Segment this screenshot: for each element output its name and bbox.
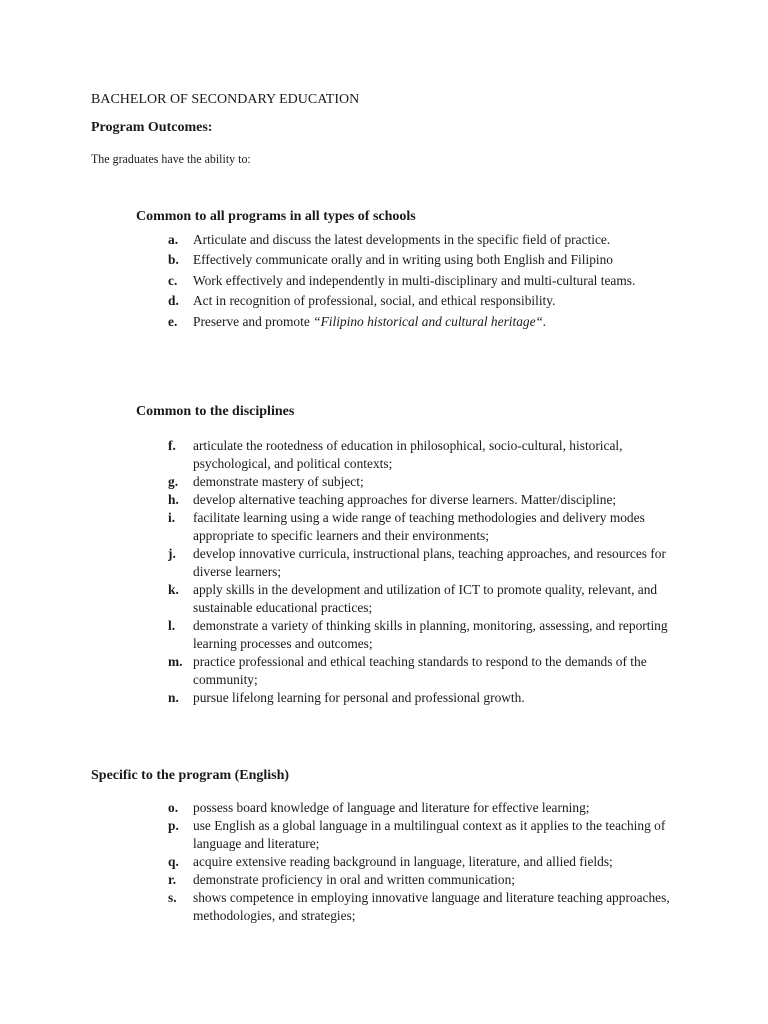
list-item	[168, 689, 680, 707]
list-item	[168, 437, 680, 473]
item-text: Effectively communicate orally and in writing using both English and Filipino	[193, 252, 614, 268]
list-item	[168, 491, 680, 509]
item-letter: k.	[168, 582, 179, 597]
list-item	[168, 653, 680, 689]
outcome-list-disciplines	[168, 437, 680, 707]
item-text: apply skills in the development and utilization of ICT to promote quality, relevant, and sustainable educational practices;	[193, 582, 658, 615]
item-text-with-emphasis	[193, 312, 680, 332]
item-text: Articulate and discuss the latest developments in the specific field of practice.	[193, 232, 611, 247]
item-letter: s.	[168, 890, 177, 905]
list-item	[168, 312, 680, 332]
list-item	[168, 617, 680, 653]
item-letter: o.	[168, 800, 179, 815]
list-item	[168, 889, 680, 925]
list-item	[168, 291, 680, 311]
item-text: demonstrate a variety of thinking skills in planning, monitoring, assessing, and reporting learning processes and outcomes;	[193, 618, 668, 651]
item-text: develop innovative curricula, instructional plans, teaching approaches, and resources for diverse learners;	[193, 546, 666, 579]
list-item	[168, 799, 680, 817]
item-letter: c.	[168, 272, 178, 288]
item-letter: g.	[168, 474, 179, 489]
section-heading-specific-english: Specific to the program (English)	[91, 768, 290, 783]
outcome-list-common-all	[168, 230, 680, 332]
item-letter: d.	[168, 293, 179, 309]
list-item	[168, 230, 680, 250]
item-letter: h.	[168, 492, 179, 507]
item-text: Work effectively and independently in multi-disciplinary and multi-cultural teams.	[193, 272, 636, 288]
item-letter: a.	[168, 232, 179, 247]
list-item	[168, 509, 680, 545]
list-item	[168, 817, 680, 853]
item-text: articulate the rootedness of education in philosophical, socio-cultural, historical, psychological, and political contexts;	[193, 438, 623, 471]
list-item	[168, 871, 680, 889]
item-text: pursue lifelong learning for personal and professional growth.	[193, 690, 525, 705]
list-item	[168, 853, 680, 871]
item-letter: j.	[168, 546, 176, 561]
list-item	[168, 581, 680, 617]
item-letter: n.	[168, 690, 179, 705]
section-heading-disciplines: Common to the disciplines	[136, 404, 295, 419]
item-letter: b.	[168, 252, 179, 268]
item-text: Act in recognition of professional, social, and ethical responsibility.	[193, 293, 556, 309]
item-letter: e.	[168, 313, 178, 329]
section-heading-common-all: Common to all programs in all types of schools	[136, 209, 416, 224]
item-text: use English as a global language in a multilingual context as it applies to the teaching of language and literature;	[193, 818, 666, 851]
item-letter: l.	[168, 618, 176, 633]
document-title: BACHELOR OF SECONDARY EDUCATION	[91, 92, 360, 107]
item-text: possess board knowledge of language and literature for effective learning;	[193, 800, 590, 815]
item-text: practice professional and ethical teaching standards to respond to the demands of the community;	[193, 654, 647, 687]
list-item	[168, 271, 680, 291]
item-letter: i.	[168, 510, 176, 525]
item-letter: p.	[168, 818, 179, 833]
item-text: acquire extensive reading background in language, literature, and allied fields;	[193, 854, 613, 869]
item-letter: r.	[168, 872, 177, 887]
item-emphasis-text: “Filipino historical and cultural heritage“.	[313, 313, 547, 329]
item-text: demonstrate mastery of subject;	[193, 474, 364, 489]
list-item	[168, 473, 680, 491]
item-text: develop alternative teaching approaches for diverse learners. Matter/discipline;	[193, 492, 617, 507]
outcome-list-specific-english	[168, 799, 680, 925]
program-outcomes-label: Program Outcomes:	[91, 120, 213, 135]
item-text: shows competence in employing innovative language and literature teaching approaches, methodologies, and strategies;	[193, 890, 670, 923]
list-item	[168, 545, 680, 581]
item-text: facilitate learning using a wide range of teaching methodologies and delivery modes appropriate to specific learners and their environments;	[193, 510, 645, 543]
intro-text: The graduates have the ability to:	[91, 151, 251, 166]
item-letter: q.	[168, 854, 179, 869]
item-text: Preserve and promote	[193, 313, 310, 329]
item-letter: m.	[168, 654, 183, 669]
item-letter: f.	[168, 438, 176, 453]
item-text: demonstrate proficiency in oral and written communication;	[193, 872, 516, 887]
list-item	[168, 250, 680, 270]
